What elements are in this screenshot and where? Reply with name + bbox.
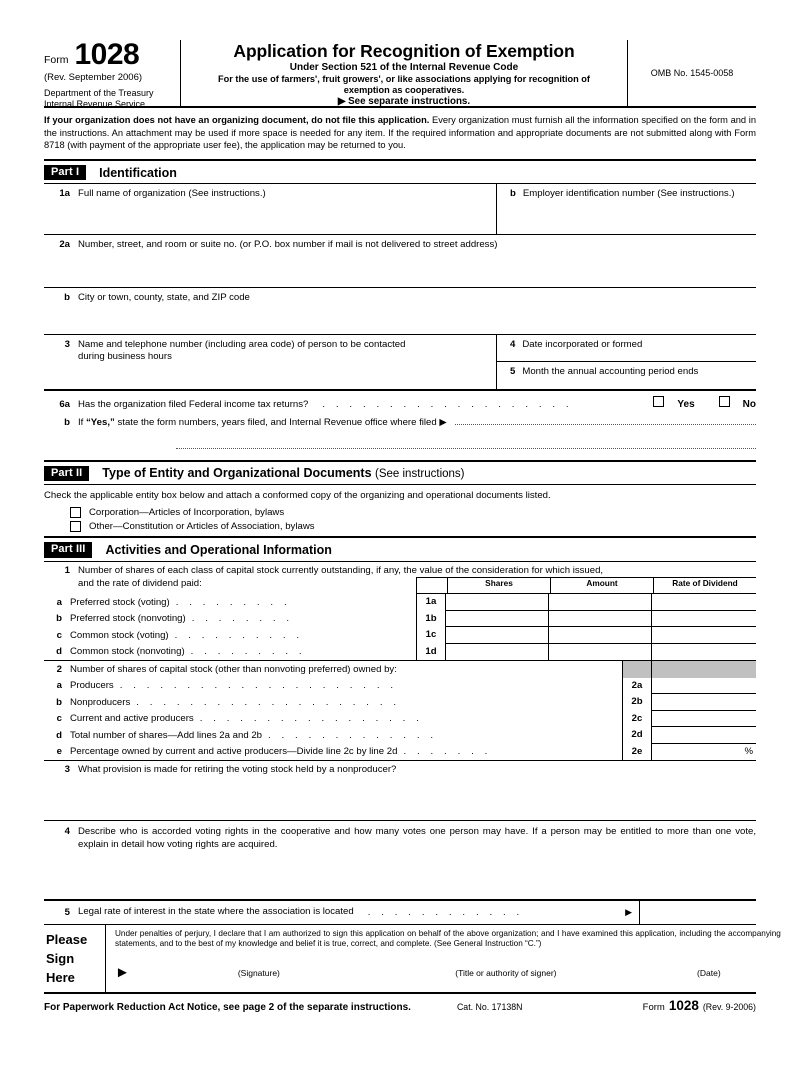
checkbox-6a-yes-label: Yes [677,399,695,411]
form-revision: (Rev. September 2006) [44,72,143,83]
stock-rate-input[interactable] [652,594,756,611]
field-6a-number: 6a [59,399,70,411]
owner-row-input[interactable] [652,678,756,695]
field-2a-label: Number, street, and room or suite no. (or P.O. box number if mail is not delivered to street address) [78,239,498,251]
percent-sign: % [744,745,753,757]
field-4-answer-area[interactable] [44,851,756,899]
field-1a-label: Full name of organization (See instructions.) [78,188,266,200]
part-1-header [44,161,756,184]
owner-row-letter: c [56,713,62,725]
field-5-dot-leader: . . . . . . . . . . . . [367,906,524,918]
field-1a-organization-name[interactable] [44,184,497,234]
form-label: Form [44,54,69,66]
stock-row-label: Common stock (nonvoting) [70,646,185,658]
owner-row-letter: e [56,746,62,758]
table-row [44,694,756,711]
stock-row-code: 1b [416,611,446,628]
field-4-q-label: Describe who is accorded voting rights in the cooperative and how many votes one person may have. If a person may be entitled to more than one vote, explain in detail how voting rights are acquired. [78,826,756,850]
filing-notice-bold: If your organization does not have an organizing document, do not file this application. [44,115,430,125]
sign-label-sign: Sign [46,950,75,966]
dept-line-1: Department of the Treasury [44,88,154,98]
title-subtitle-1: Under Section 521 of the Internal Revenue Code [289,62,519,73]
footer-form-label: Form [642,1001,665,1013]
part-2-badge: Part II [44,466,89,482]
field-1b-number: b [510,188,516,200]
stock-row-label: Common stock (voting) [70,629,169,641]
stock-row-label: Preferred stock (nonvoting) [70,613,186,625]
filing-notice-rest: Every organization must furnish all the information specified on the form and in the instructions. An attachment may be used if more space is needed for any item. If the required information and appropriate documents are not submitted along with Form 8718 (with payment of the appropriate user fee), the application may be returned to you. [44,115,756,151]
column-header-rate-of-dividend: Rate of Dividend [672,578,738,589]
checkbox-other[interactable] [70,521,81,532]
part-2-instruction: Check the applicable entity box below and attach a conformed copy of the organizing and operational documents listed. [44,490,551,502]
field-3-number: 3 [64,339,70,351]
filing-notice [44,108,756,161]
part-3-body [44,561,756,925]
owner-row-input[interactable] [652,744,756,761]
stock-row-code: 1a [416,594,446,611]
field-5-legal-rate-of-interest [44,899,756,925]
signature-block [44,925,781,994]
part-1-body [44,183,756,459]
field-6b-row-2 [44,430,756,449]
field-1-number: 1 [64,564,70,576]
checkbox-6a-no[interactable] [719,396,730,407]
field-1-label-line1: Number of shares of each class of capital stock currently outstanding, if any, the value of the consideration for which issued, [78,564,604,576]
stock-table-header-row [416,577,756,594]
owner-row-input[interactable] [652,727,756,744]
owner-row-label: Current and active producers [70,713,194,725]
entity-option-other-label: Other—Constitution or Articles of Association, bylaws [89,520,315,532]
owner-row-code: 2c [622,711,652,728]
field-6b-input-line-2[interactable] [176,439,756,449]
field-4-q-number: 4 [64,826,70,838]
field-3-q-number: 3 [64,764,70,776]
owner-row-dots: . . . . . . . . . . . . . . . . . [199,713,423,725]
stock-row-label: Preferred stock (voting) [70,596,170,608]
entity-option-corporation[interactable] [44,505,756,519]
field-4-date-incorporated[interactable] [497,335,756,362]
owner-row-label: Nonproducers [70,696,131,708]
part-1-title: Identification [99,165,177,180]
owner-row-dots: . . . . . . . . . . . . . [268,729,438,741]
table-row [44,678,756,695]
stock-row-letter: b [56,613,62,625]
catalog-number: Cat. No. 17138N [456,1001,523,1012]
field-2-label: Number of shares of capital stock (other than nonvoting preferred) owned by: [70,663,397,675]
field-6b-form-numbers-years [44,411,756,429]
title-subtitle-2b: exemption as cooperatives. [343,84,465,95]
field-4-voting-rights [44,820,756,850]
field-row-3-4-5 [44,335,756,391]
stock-shares-input[interactable] [446,611,549,628]
owner-row-input[interactable] [652,694,756,711]
signer-title-caption: (Title or authority of signer) [455,967,557,978]
column-header-shares: Shares [448,578,551,593]
checkbox-corporation[interactable] [70,507,81,518]
field-2b-number: b [64,292,70,304]
signature-date-field[interactable] [635,967,783,978]
page-title: Application for Recognition of Exemption [233,41,575,61]
entity-option-corporation-label: Corporation—Articles of Incorporation, bylaws [89,506,285,518]
owner-row-dots: . . . . . . . . . . . . . . . . . . . . . [119,680,398,692]
owner-row-letter: b [56,696,62,708]
owner-row-letter: a [56,680,62,692]
checkbox-6a-no-label: No [742,399,756,411]
owner-row-input[interactable] [652,711,756,728]
form-number: 1028 [74,38,140,71]
owner-row-letter: d [56,729,62,741]
field-6b-input-line-1[interactable] [455,415,756,425]
owner-row-dots: . . . . . . . [403,746,492,758]
stock-row-letter: a [56,596,62,608]
stock-row-letter: d [56,646,62,658]
field-2b-label: City or town, county, state, and ZIP code [78,292,250,304]
owner-row-label: Producers [70,680,114,692]
stock-shares-input[interactable] [446,627,549,644]
stock-amount-input[interactable] [549,594,652,611]
field-5-q-label: Legal rate of interest in the state where the association is located [78,906,354,918]
stock-row-dots: . . . . . . . . . [175,596,291,608]
stock-shares-input[interactable] [446,644,549,661]
field-5-q-number: 5 [64,906,70,918]
field-5-accounting-period-month[interactable] [497,362,756,389]
stock-row-dots: . . . . . . . . [191,613,294,625]
table-row [44,627,756,644]
field-1-stock-intro [44,562,756,578]
part-3-title: Activities and Operational Information [105,542,332,557]
stock-amount-input[interactable] [549,611,652,628]
column-header-amount: Amount [551,578,654,593]
field-3-contact-person[interactable] [44,335,497,389]
footer-form-number: 1028 [668,997,699,1013]
field-5-number: 5 [510,366,516,378]
stock-rate-input[interactable] [652,611,756,628]
stock-row-dots: . . . . . . . . . [190,646,306,658]
stock-shares-input[interactable] [446,594,549,611]
part-3-badge: Part III [44,542,92,558]
table-row [44,594,756,611]
table-row [44,744,756,761]
stock-amount-input[interactable] [549,627,652,644]
field-3-retiring-stock [44,760,756,776]
stock-table-code-header [416,578,448,593]
part-2-title: Type of Entity and Organizational Documents (See instructions) [102,466,465,481]
owner-row-code: 2a [622,678,652,695]
omb-number: OMB No. 1545-0058 [650,68,734,78]
field-2a-number: 2a [59,239,70,251]
field-5-label: Month the annual accounting period ends [522,366,699,378]
field-6a-federal-returns-filed [44,391,756,411]
title-subtitle-2a: For the use of farmers', fruit growers', or like associations applying for recognition of [218,74,590,84]
part-1-badge: Part I [44,165,86,181]
footer-form-identity [643,998,756,1013]
sign-label-here: Here [46,969,75,985]
owner-row-code: 2e [622,744,652,761]
field-row-1a [44,184,756,235]
owner-row-dots: . . . . . . . . . . . . . . . . . . . . [136,696,401,708]
stock-rate-input[interactable] [652,627,756,644]
table-row [44,644,756,661]
field-1b-ein[interactable] [497,184,756,234]
owner-row-label: Percentage owned by current and active producers—Divide line 2c by line 2d [70,746,398,758]
part-2-header [44,462,756,485]
field-4-number: 4 [510,339,516,351]
paperwork-reduction-notice: For Paperwork Reduction Act Notice, see page 2 of the separate instructions. [44,1001,411,1013]
stock-rate-input[interactable] [652,644,756,661]
owner-row-label: Total number of shares—Add lines 2a and 2b [70,729,262,741]
signature-caption: (Signature) [237,967,280,978]
field-3-label: Name and telephone number (including area code) of person to be contacted during business hours [78,339,406,363]
field-2a-street-address[interactable] [44,235,756,288]
stock-row-code: 1c [416,627,446,644]
table-row [44,727,756,744]
field-1b-label: Employer identification number (See instructions.) [522,188,735,200]
part-3-section [44,536,756,925]
owner-row-code: 2b [622,694,652,711]
owner-table-value-header [652,661,756,678]
field-4-label: Date incorporated or formed [522,339,643,351]
field-2b-city-state-zip[interactable] [44,288,756,335]
field-3-q-label: What provision is made for retiring the voting stock held by a nonproducer? [78,764,397,776]
field-6a-label: Has the organization filed Federal income tax returns? [78,399,309,411]
signature-arrow-icon: ► [115,963,130,981]
signature-field[interactable] [141,967,377,978]
field-6b-number: b [64,417,70,429]
field-1-label-line2: and the rate of dividend paid: [78,578,202,590]
form-header [44,40,756,108]
stock-amount-input[interactable] [549,644,652,661]
field-3-answer-area[interactable] [44,776,756,820]
owner-table-code-header [622,661,652,678]
page-footer [44,994,756,1013]
signer-title-field[interactable] [388,967,624,978]
entity-option-other[interactable] [44,519,756,533]
header-title-block [181,40,628,106]
spacer-after-part1 [44,449,756,460]
stock-row-letter: c [56,629,62,641]
dept-line-2: Internal Revenue Service [44,98,146,109]
field-6b-label: If “Yes,” state the form numbers, years filed, and Internal Revenue office where filed ▶ [78,417,447,429]
checkbox-6a-yes[interactable] [653,396,664,407]
field-2-owned-by-header [44,660,756,678]
field-5-arrow-icon: ▶ [625,906,632,917]
form-page [0,40,800,1075]
signature-date-caption: (Date) [697,967,721,978]
part-2-section [44,460,756,537]
owner-row-code: 2d [622,727,652,744]
table-row [44,711,756,728]
perjury-declaration: Under penalties of perjury, I declare that I am authorized to sign this application on behalf of the above organization; and I have examined this application, including the accompanying statements, and to the best of my knowledge and belief it is true, correct, and complete. (See General Instruction “C.”) [115,928,781,949]
please-sign-here-label [44,925,106,992]
sign-label-please: Please [46,931,88,947]
header-form-identity [44,38,181,109]
part-3-header [44,538,756,561]
table-row [44,611,756,628]
stock-rows [44,594,756,660]
stock-row-code: 1d [416,644,446,661]
footer-form-revision: (Rev. 9-2006) [702,1001,756,1012]
field-1a-number: 1a [59,188,70,200]
field-2-number: 2 [56,663,62,675]
field-6a-dot-leader: . . . . . . . . . . . . . . . . . . . [322,399,573,411]
stock-row-dots: . . . . . . . . . . [174,629,304,641]
see-instructions-arrow-note: ▶ See separate instructions. [337,96,471,107]
owner-rows [44,678,756,761]
